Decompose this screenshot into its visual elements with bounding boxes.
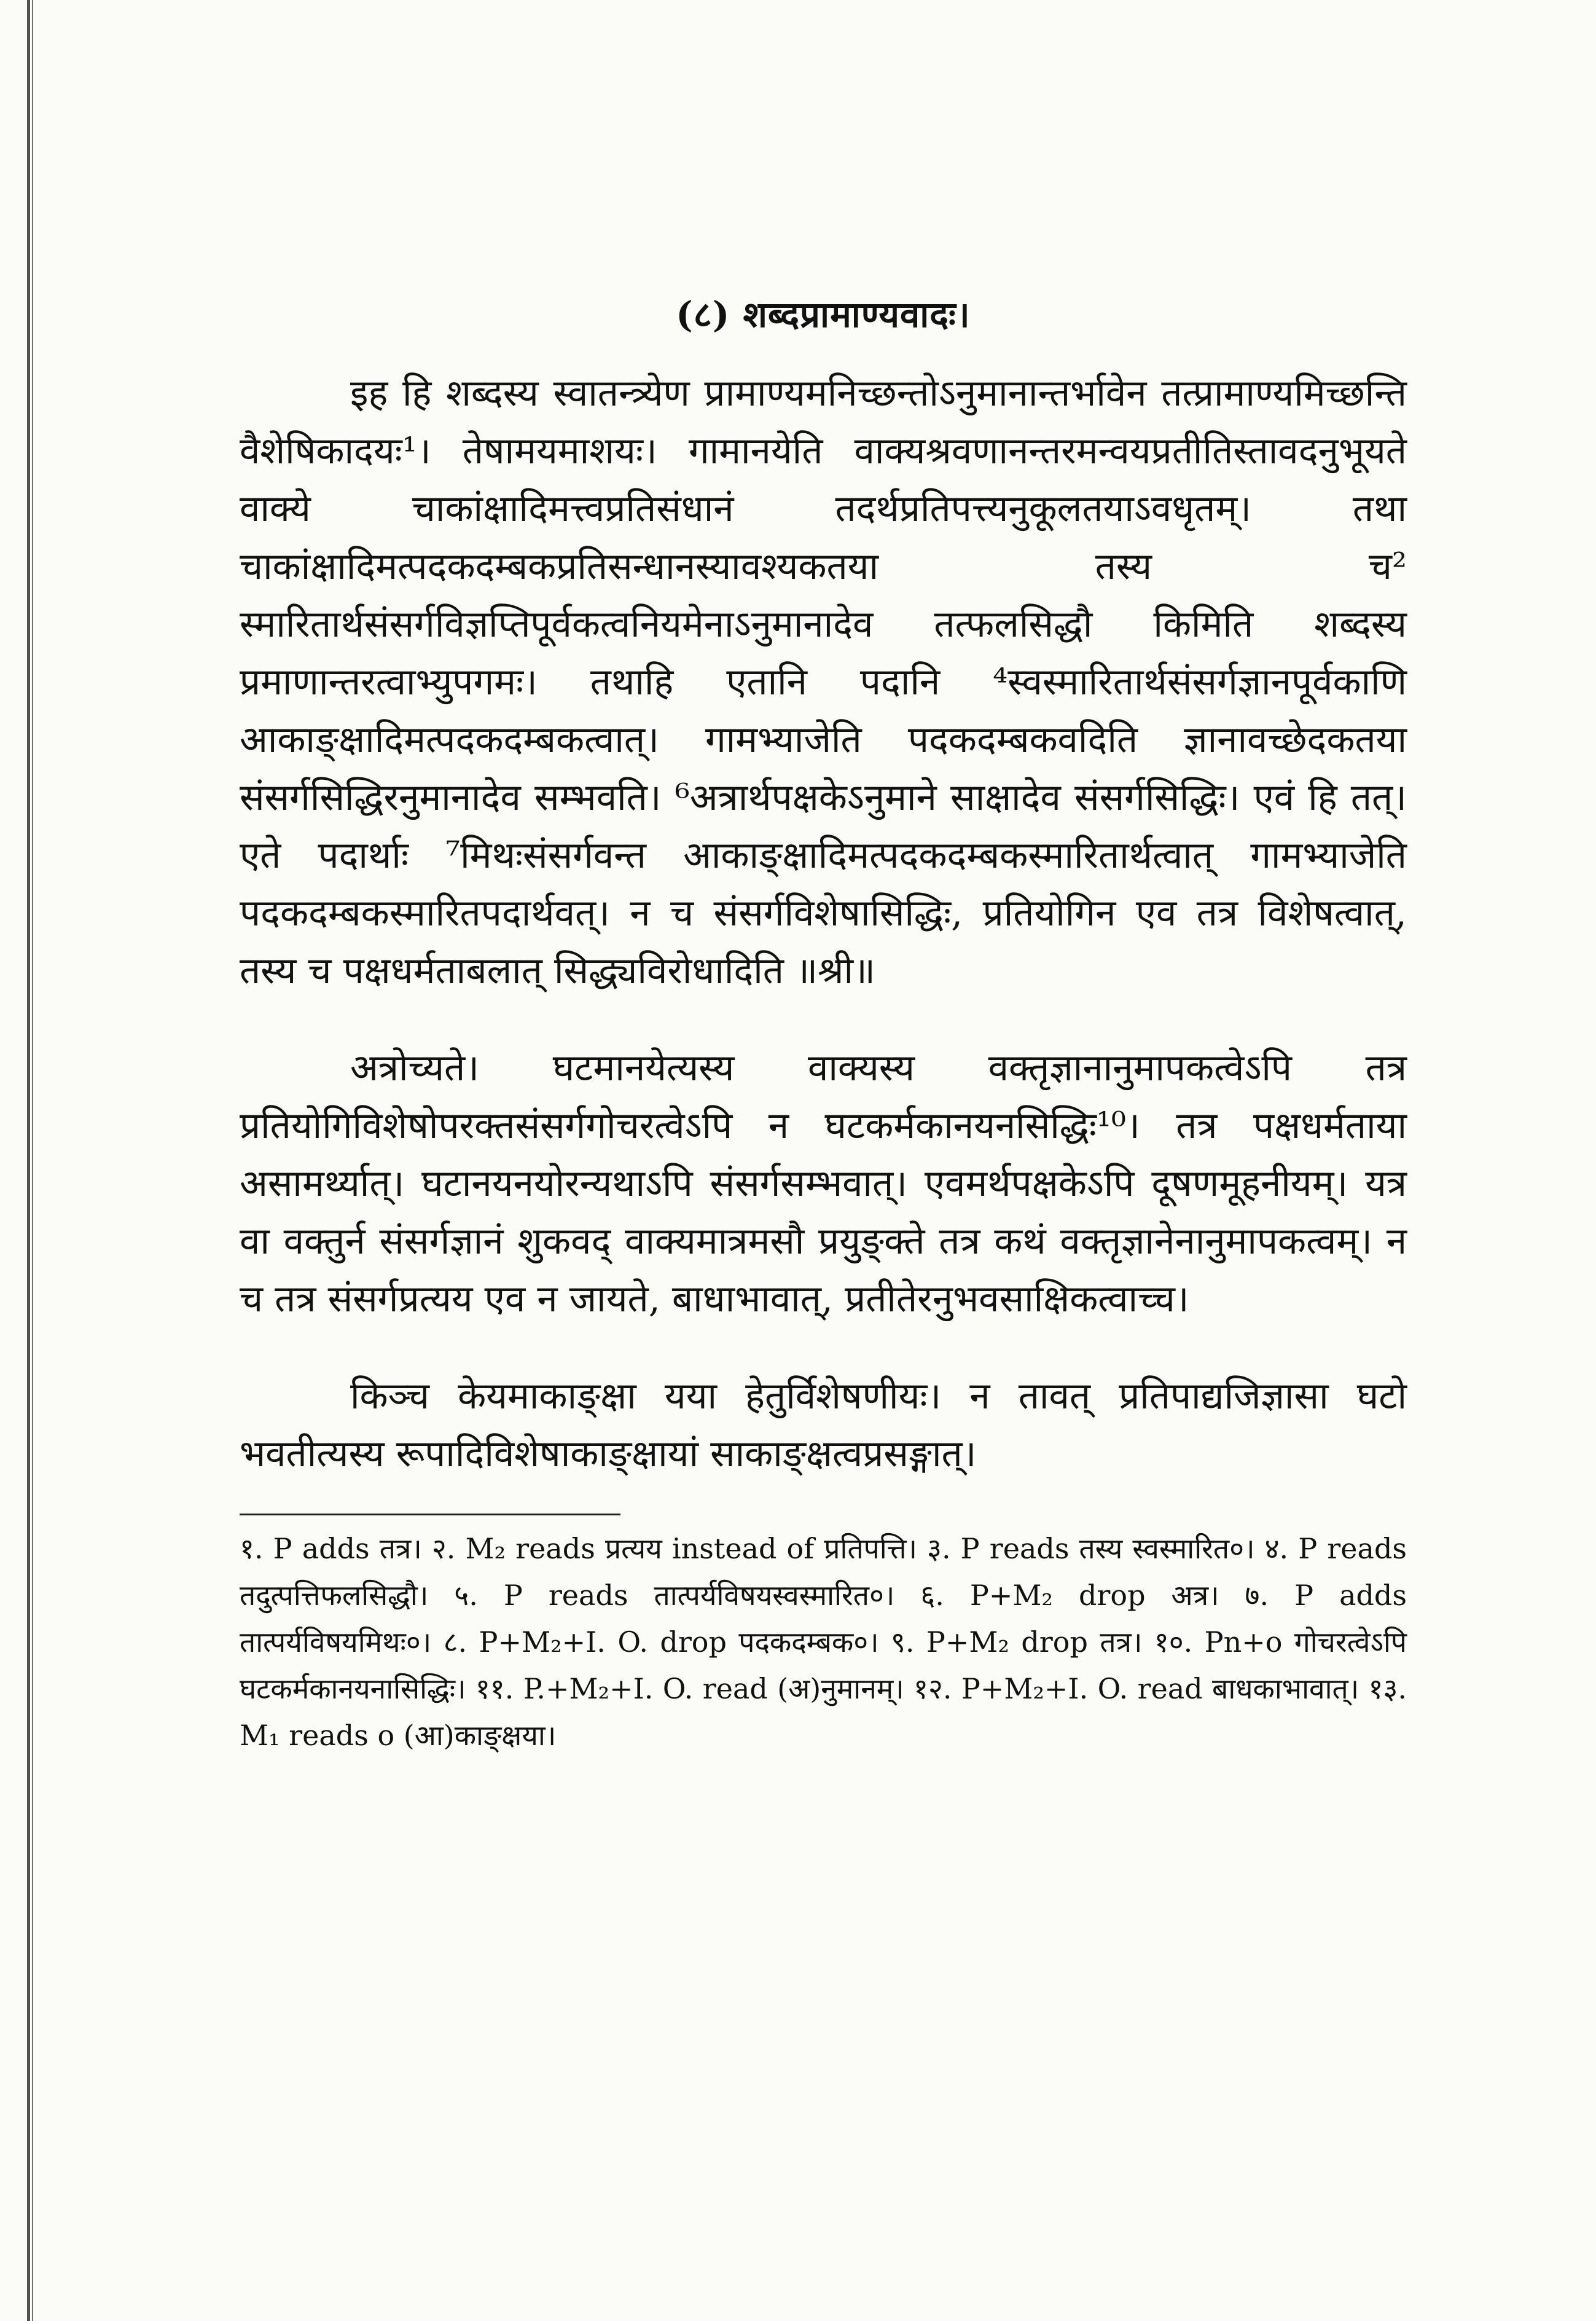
document-page	[240, 289, 1407, 1759]
binding-gutter	[27, 0, 34, 2321]
section-heading: (८) शब्दप्रामाण्यवादः।	[676, 294, 971, 336]
paragraph-1: इह हि शब्दस्य स्वातन्त्र्येण प्रामाण्यमनिच्छन्तोऽनुमानान्तर्भावेन तत्प्रामाण्यमिच्छन्ति वैशेषिकादयः¹। तेषामयमाशयः। गामानयेति वाक्यश्रवणानन्तरमन्वयप्रतीतिस्तावदनुभूयते वाक्ये चाकांक्षादिमत्त्वप्रतिसंधानं तदर्थप्रतिपत्त्यनुकूलतयाऽवधृतम्। तथा चाकांक्षादिमत्पदकदम्बकप्रतिसन्धानस्यावश्यकतया तस्य च² स्मारितार्थसंसर्गविज्ञप्तिपूर्वकत्वनियमेनाऽनुमानादेव तत्फलसिद्धौ किमिति शब्दस्य प्रमाणान्तरत्वाभ्युपगमः। तथाहि एतानि पदानि ⁴स्वस्मारितार्थसंसर्गज्ञानपूर्वकाणि आकाङ्क्षादिमत्पदकदम्बकत्वात्। गामभ्याजेति पदकदम्बकवदिति ज्ञानावच्छेदकतया संसर्गसिद्धिरनुमानादेव सम्भवति। ⁶अत्रार्थपक्षकेऽनुमाने साक्षादेव संसर्गसिद्धिः। एवं हि तत्। एते पदार्थाः ⁷मिथःसंसर्गवन्त आकाङ्क्षादिमत्पदकदम्बकस्मारितार्थत्वात् गामभ्याजेति पदकदम्बकस्मारितपदार्थवत्। न च संसर्गविशेषासिद्धिः, प्रतियोगिन एव तत्र विशेषत्वात्, तस्य च पक्षधर्मताबलात् सिद्ध्यविरोधादिति ॥श्री॥	[240, 372, 1407, 992]
paragraph-2: अत्रोच्यते। घटमानयेत्यस्य वाक्यस्य वक्तृज्ञानानुमापकत्वेऽपि तत्र प्रतियोगिविशेषोपरक्तसंसर्गगोचरत्वेऽपि न घटकर्मकानयनसिद्धिः¹⁰। तत्र पक्षधर्मताया असामर्थ्यात्। घटानयनयोरन्यथाऽपि संसर्गसम्भवात्। एवमर्थपक्षकेऽपि दूषणमूहनीयम्। यत्र वा वक्तुर्न संसर्गज्ञानं शुकवद् वाक्यमात्रमसौ प्रयुङ्क्ते तत्र कथं वक्तृज्ञानेनानुमापकत्वम्। न च तत्र संसर्गप्रत्यय एव न जायते, बाधाभावात्, प्रतीतेरनुभवसाक्षिकत्वाच्च।	[240, 1047, 1407, 1321]
paragraph-3: किञ्च केयमाकाङ्क्षा यया हेतुर्विशेषणीयः। न तावत् प्रतिपाद्यजिज्ञासा घटो भवतीत्यस्य रूपादिविशेषाकाङ्क्षायां साकाङ्क्षत्वप्रसङ्गात्।	[240, 1375, 1407, 1475]
footnote-divider	[240, 1514, 620, 1515]
footnotes: १. P adds तत्र। २. M₂ reads प्रत्यय instead of प्रतिपत्ति। ३. P reads तस्य स्वस्मारित०। ४. P reads तदुत्पत्तिफलसिद्धौ। ५. P reads तात्पर्यविषयस्वस्मारित०। ६. P+M₂ drop अत्र। ७. P adds तात्पर्यविषयमिथः०। ८. P+M₂+I. O. drop पदकदम्बक०। ९. P+M₂ drop तत्र। १०. Pn+o गोचरत्वेऽपि घटकर्मकानयनासिद्धिः। ११. P.+M₂+I. O. read (अ)नुमानम्। १२. P+M₂+I. O. read बाधकाभावात्। १३. M₁ reads o (आ)काङ्क्षया।	[240, 1532, 1407, 1752]
